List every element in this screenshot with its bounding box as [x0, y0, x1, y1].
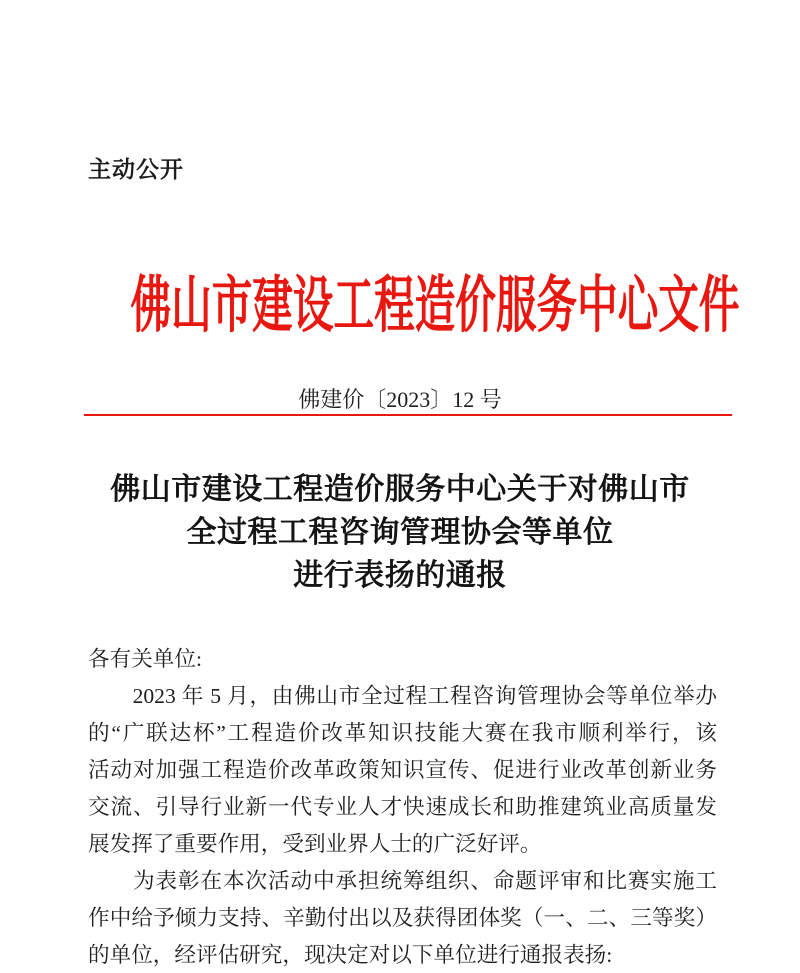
document-title-line: 进行表扬的通报	[293, 559, 507, 592]
body-line: 为表彰在本次活动中承担统筹组织、命题评审和比赛实施工	[88, 869, 717, 893]
document-number: 佛建价〔2023〕12 号	[298, 387, 502, 412]
body-line: 交流、引导行业新一代专业人才快速成长和助推建筑业高质量发	[88, 795, 717, 819]
body-line: 活动对加强工程造价改革政策知识宣传、促进行业改革创新业务	[88, 758, 717, 782]
disclosure-marking: 主动公开	[88, 156, 184, 182]
document-body	[88, 641, 717, 973]
body-line: 作中给予倾力支持、辛勤付出以及获得团体奖（一、二、三等奖）	[88, 906, 717, 930]
body-line: 2023 年 5 月，由佛山市全过程工程咨询管理协会等单位举办	[88, 684, 717, 708]
body-line: 的单位，经评估研究，现决定对以下单位进行通报表扬:	[88, 943, 613, 967]
document-title-line: 佛山市建设工程造价服务中心关于对佛山市	[110, 473, 690, 506]
red-separator-line	[84, 414, 732, 416]
document-title-line: 全过程工程咨询管理协会等单位	[186, 516, 614, 549]
document-title	[0, 468, 800, 597]
agency-banner-text: 佛山市建设工程造价服务中心文件	[130, 271, 740, 340]
body-line: 展发挥了重要作用，受到业界人士的广泛好评。	[88, 832, 542, 856]
red-header-banner	[0, 271, 800, 356]
body-line: 各有关单位:	[88, 647, 202, 671]
body-line: 的“广联达杯”工程造价改革知识技能大赛在我市顺利举行，该	[88, 721, 717, 745]
